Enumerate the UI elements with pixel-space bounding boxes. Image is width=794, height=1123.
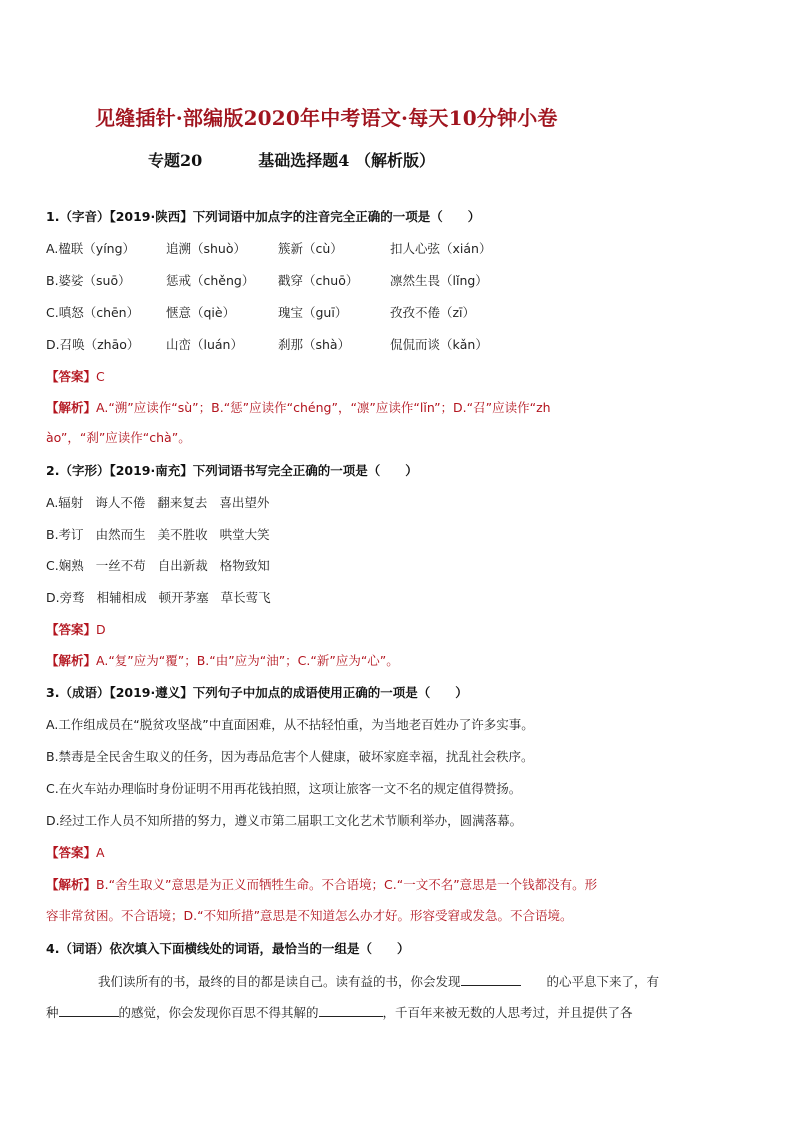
question-1-explanation-cont: ào”，“刹”应读作“chà”。 [46, 430, 191, 445]
blank-3 [319, 1004, 383, 1017]
question-4-passage-line-2: 种 的感觉，你会发现你百思不得其解的 ，千百年来被无数的人思考过，并且提供了各 [46, 1005, 633, 1020]
page-subtitle [148, 148, 668, 171]
question-3-option-c: C.在火车站办理临时身份证明不用再花钱拍照，这项让旅客一文不名的规定值得赞扬。 [46, 781, 522, 796]
question-1-option-c: C.嗔怒（chēn） 惬意（qiè） 瑰宝（guī） 孜孜不倦（zī） [46, 305, 476, 320]
question-1-option-d: D.召唤（zhāo） 山峦（luán） 刹那（shà） 侃侃而谈（kǎn） [46, 337, 488, 352]
question-1-option-a: A.楹联（yíng） 追溯（shuò） 簇新（cù） 扣人心弦（xián） [46, 241, 492, 256]
question-4-stem: 4.（词语）依次填入下面横线处的词语，最恰当的一组是（ ） [46, 941, 410, 956]
blank-2 [59, 1004, 119, 1017]
blank-1 [461, 973, 521, 986]
question-2-option-c: C.娴熟 一丝不苟 自出新裁 格物致知 [46, 558, 270, 573]
subtitle-topic: 专题20 [148, 151, 203, 170]
question-3-stem: 3.（成语）【2019·遵义】下列句子中加点的成语使用正确的一项是（ ） [46, 685, 468, 700]
question-3-explanation-cont: 容非常贫困。不合语境；D.“不知所措”意思是不知道怎么办才好。形容受窘或发急。不合语境。 [46, 908, 573, 923]
question-3-answer: 【答案】A [46, 845, 105, 860]
question-1-stem: 1.（字音）【2019·陕西】下列词语中加点字的注音完全正确的一项是（ ） [46, 209, 481, 224]
question-1-answer: 【答案】C [46, 369, 105, 384]
question-1-explanation: 【解析】A.“溯”应读作“sù”；B.“惩”应读作“chéng”，“凛”应读作“lǐn”；D.“召”应读作“zh [46, 400, 551, 415]
question-3-option-b: B.禁毒是全民舍生取义的任务，因为毒品危害个人健康，破坏家庭幸福，扰乱社会秩序。 [46, 749, 534, 764]
question-2-option-b: B.考订 由然而生 美不胜收 哄堂大笑 [46, 527, 270, 542]
question-3-option-a: A.工作组成员在“脱贫攻坚战”中直面困难，从不拈轻怕重，为当地老百姓办了许多实事。 [46, 717, 534, 732]
question-3-option-d: D.经过工作人员不知所措的努力，遵义市第二届职工文化艺术节顺利举办，圆满落幕。 [46, 813, 523, 828]
question-2-explanation: 【解析】A.“复”应为“覆”；B.“由”应为“油”；C.“新”应为“心”。 [46, 653, 399, 668]
question-2-stem: 2.（字形）【2019·南充】下列词语书写完全正确的一项是（ ） [46, 463, 418, 478]
question-2-option-d: D.旁骛 相辅相成 顿开茅塞 草长莺飞 [46, 590, 271, 605]
question-3-explanation: 【解析】B.“舍生取义”意思是为正义而牺牲生命。不合语境；C.“一文不名”意思是一个钱都没有。形 [46, 877, 598, 892]
subtitle-section: 基础选择题4 （解析版） [258, 151, 435, 170]
question-4-passage-line-1: 我们读所有的书，最终的目的都是读自己。读有益的书，你会发现 的心平息下来了，有 [98, 974, 660, 989]
question-2-option-a: A.辐射 诲人不倦 翻来复去 喜出望外 [46, 495, 270, 510]
question-2-answer: 【答案】D [46, 622, 106, 637]
question-1-option-b: B.婆娑（suō） 惩戒（chěng） 戳穿（chuō） 凛然生畏（lǐng） [46, 273, 488, 288]
page-title: 见缝插针·部编版2020年中考语文·每天10分钟小卷 [95, 106, 558, 130]
